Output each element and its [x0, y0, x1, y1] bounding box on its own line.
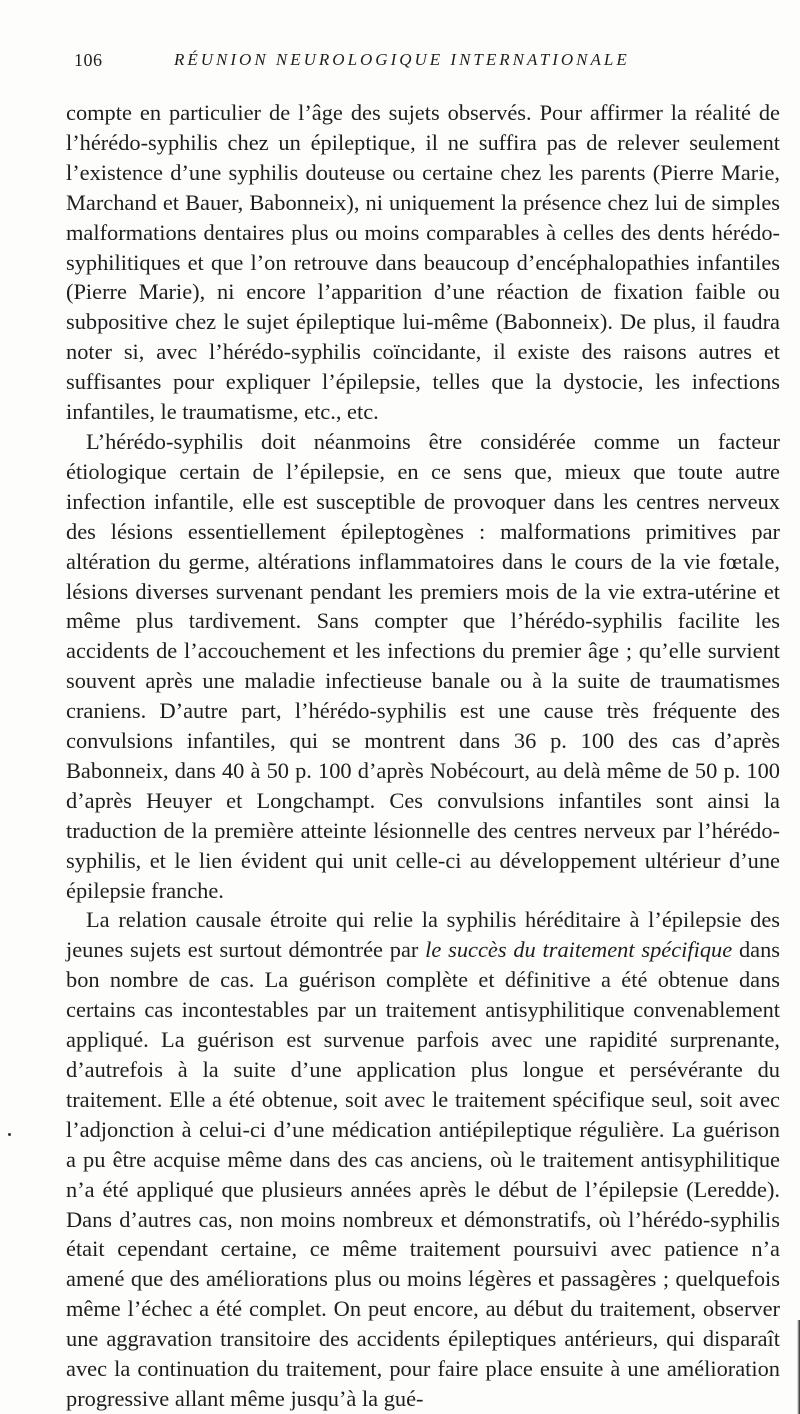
paragraph-3 — [66, 905, 780, 1413]
emphasis-specific-treatment: le succès du traitement spécifique — [425, 937, 733, 963]
paragraph-3-rest: dans bon nombre de cas. La guérison complète et définitive a été obtenue dans certains cas incontestables par un traitement antisyphilitique convenablement appliqué. La guérison est survenue parfois avec une rapidité surprenante, d’autrefois à la suite d’une application plus longue et persévérante du traitement. Elle a été obtenue, soit avec le traitement spécifique seul, soit avec l’adjonction à celui-ci d’une médication antiépileptique régulière. La guérison a pu être acquise même dans des cas anciens, où le traitement antisyphilitique n’a été appliqué que plusieurs années après le début de l’épilepsie (Leredde). Dans d’autres cas, non moins nombreux et démonstratifs, où l’hérédo-syphilis était cependant certaine, ce même traitement poursuivi avec patience n’a amené que des améliorations plus ou moins légères et passagères ; quelquefois même l’échec a été complet. On peut encore, au début du traitement, observer une aggravation transitoire des accidents épileptiques antérieurs, qui disparaît avec la continuation du traitement, pour faire place ensuite à une amélioration progressive allant même jusqu’à la gué- — [66, 937, 780, 1411]
paragraph-3-start: La relation causale étroite qui relie la syphilis héréditaire à l’épilepsie des jeunes sujets est surtout démontrée par — [66, 907, 780, 963]
paragraph-1: compte en particulier de l’âge des sujets observés. Pour affirmer la réalité de l’hérédo-syphilis chez un épileptique, il ne suffira pas de relever seulement l’existence d’une syphilis douteuse ou certaine chez les parents (Pierre Marie, Marchand et Bauer, Babonneix), ni uniquement la présence chez lui de simples malformations dentaires plus ou moins comparables à celles des dents hérédo-syphilitiques et que l’on retrouve dans beaucoup d’encéphalopathies infantiles (Pierre Marie), ni encore l’apparition d’une réaction de fixation faible ou subpositive chez le sujet épileptique lui-même (Babonneix). De plus, il faudra noter si, avec l’hérédo-syphilis coïncidante, il existe des raisons autres et suffisantes pour expliquer l’épilepsie, telles que la dystocie, les infections infantiles, le traumatisme, etc., etc. — [66, 100, 780, 425]
body-text — [66, 98, 780, 1414]
paragraph-2: L’hérédo-syphilis doit néanmoins être considérée comme un facteur étiologique certain de l’épilepsie, en ce sens que, mieux que toute autre infection infantile, elle est susceptible de provoquer dans les centres nerveux des lésions essentiellement épileptogènes : malformations primitives par altération du germe, altérations inflammatoires dans le cours de la vie fœtale, lésions diverses survenant pendant les premiers mois de la vie extra-utérine et même plus tardivement. Sans compter que l’hérédo-syphilis facilite les accidents de l’accouchement et les infections du premier âge ; qu’elle survient souvent après une maladie infectieuse banale ou à la suite de traumatismes craniens. D’autre part, l’hérédo-syphilis est une cause très fréquente des convulsions infantiles, qui se montrent dans 36 p. 100 des cas d’après Babonneix, dans 40 à 50 p. 100 d’après Nobécourt, au delà même de 50 p. 100 d’après Heuyer et Longchampt. Ces convulsions infantiles sont ainsi la traduction de la première atteinte lésionnelle des centres nerveux par l’hérédo-syphilis, et le lien évident qui unit celle-ci au développement ultérieur d’une épilepsie franche. — [66, 428, 780, 903]
running-head — [74, 50, 764, 80]
running-title: RÉUNION NEUROLOGIQUE INTERNATIONALE — [174, 50, 630, 69]
margin-mark — [8, 1133, 11, 1136]
page-number: 106 — [74, 50, 103, 70]
